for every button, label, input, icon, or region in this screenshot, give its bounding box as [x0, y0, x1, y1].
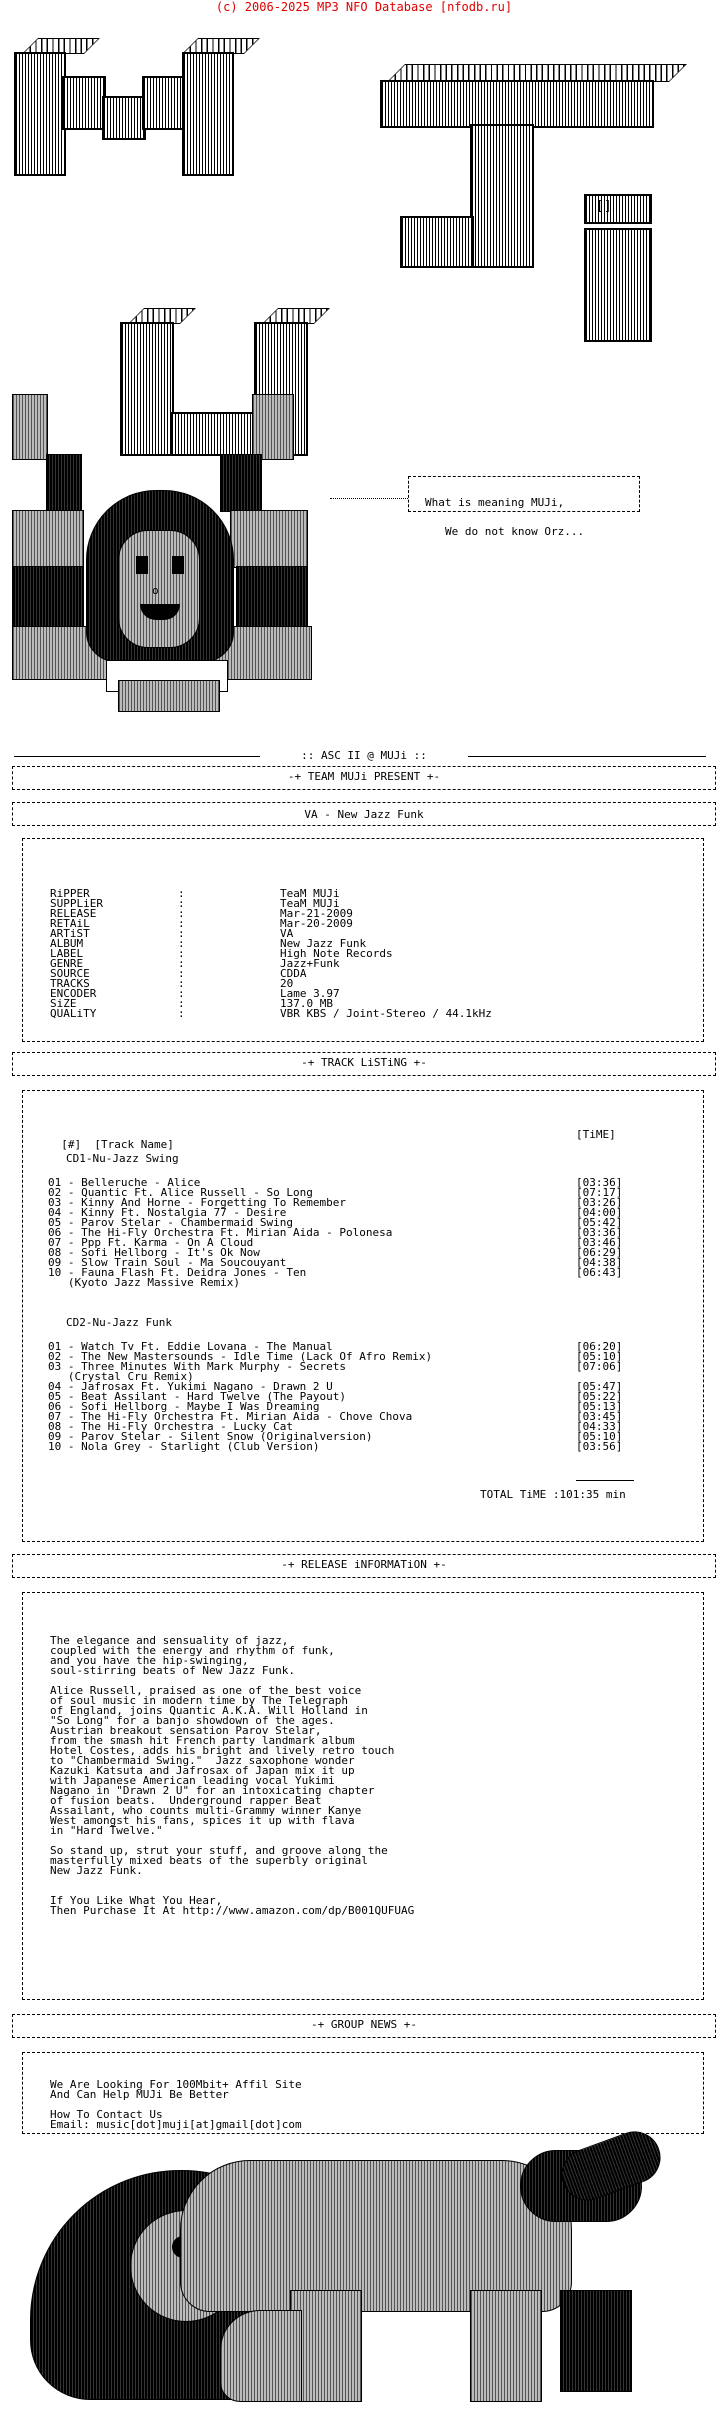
info-value: VBR KBS / Joint-Stereo / 44.1kHz	[280, 1007, 492, 1021]
info-colon: :	[178, 977, 185, 991]
release-text-line: with Japanese American leading vocal Yukimi	[50, 1774, 335, 1787]
info-value: New Jazz Funk	[280, 937, 367, 951]
nose-glyph: o	[152, 584, 159, 597]
info-value: CDDA	[280, 967, 307, 981]
info-label: RELEASE	[50, 907, 97, 921]
track-name: 08 - The Hi-Fly Orchestra - Lucky Cat	[48, 1420, 294, 1433]
info-label: ENCODER	[50, 987, 97, 1001]
info-label: SUPPLiER	[50, 897, 103, 911]
info-row	[50, 899, 690, 909]
release-text-line: of fusion beats. Underground rapper Beat	[50, 1794, 322, 1807]
info-colon: :	[178, 1007, 185, 1021]
total-time-rule	[576, 1480, 634, 1481]
track-duration: [03:26]	[576, 1196, 623, 1209]
release-text-line: of soul music in modern time by The Telegraph	[50, 1694, 349, 1707]
track-name: 06 - Sofi Hellborg - Maybe I Was Dreaming	[48, 1400, 320, 1413]
info-colon: :	[178, 987, 185, 1001]
site-credit[interactable]: (c) 2006-2025 MP3 NFO Database [nfodb.ru]	[215, 0, 513, 14]
track-duration: [04:33]	[576, 1420, 623, 1433]
total-time: TOTAL TiME :101:35 min	[480, 1488, 626, 1501]
quote-box	[408, 476, 640, 538]
news-text-line: We Are Looking For 100Mbit+ Affil Site	[50, 2078, 302, 2091]
group-news-title: -+ GROUP NEWS +-	[270, 2020, 458, 2030]
release-text-line: masterfully mixed beats of the superbly original	[50, 1854, 368, 1867]
release-text-line: to "Chambermaid Swing." Jazz saxophone wonder	[50, 1754, 355, 1767]
track-name: 05 - Parov Stelar - Chambermaid Swing	[48, 1216, 294, 1229]
track-duration: [03:46]	[576, 1236, 623, 1249]
cd1-tracklist	[48, 1178, 648, 1288]
track-name: 09 - Slow Train Soul - Ma Soucouyant	[48, 1256, 287, 1269]
release-text-line: The elegance and sensuality of jazz,	[50, 1634, 289, 1647]
info-label: ALBUM	[50, 937, 84, 951]
track-name: 02 - The New Mastersounds - Idle Time (Lack Of Afro Remix)	[48, 1350, 433, 1363]
info-label: ARTiST	[50, 927, 90, 941]
track-duration: [05:47]	[576, 1380, 623, 1393]
cd2-tracklist	[48, 1342, 648, 1452]
track-name: 03 - Three Minutes With Mark Murphy - Secrets	[48, 1360, 347, 1373]
track-name: 06 - The Hi-Fly Orchestra Ft. Mirian Aida - Polonesa	[48, 1226, 393, 1239]
release-text-line: "So Long" for a banjo showdown of the ages.	[50, 1714, 335, 1727]
track-duration: [07:06]	[576, 1360, 623, 1373]
release-text-line: Austrian breakout sensation Parov Stelar,	[50, 1724, 322, 1737]
track-name: 03 - Kinny And Horne - Forgetting To Remember	[48, 1196, 347, 1209]
quote-line-2: We do not know Orz...	[445, 524, 585, 538]
present-title: -+ TEAM MUJi PRESENT +-	[240, 772, 488, 782]
info-value: Jazz+Funk	[280, 957, 340, 971]
info-table	[50, 870, 690, 1029]
track-duration: [03:36]	[576, 1176, 623, 1189]
release-text-line: soul-stirring beats of New Jazz Funk.	[50, 1664, 296, 1677]
info-value: 137.0 MB	[280, 997, 333, 1011]
release-text-line: Hotel Costes, adds his bright and lively retro touch	[50, 1744, 395, 1757]
track-duration: [06:20]	[576, 1340, 623, 1353]
ascii-credit: :: ASC II @ MUJi ::	[260, 751, 468, 761]
track-name: 09 - Parov Stelar - Silent Snow (Originalversion)	[48, 1430, 373, 1443]
release-text-line: New Jazz Funk.	[50, 1864, 143, 1877]
info-row	[50, 929, 690, 939]
info-row	[50, 949, 690, 959]
release-text-line: So stand up, strut your stuff, and groove along the	[50, 1844, 388, 1857]
track-duration: [06:43]	[576, 1266, 623, 1279]
release-text-line: of England, joins Quantic A.K.A. Will Holland in	[50, 1704, 368, 1717]
track-name: 05 - Beat Assilant - Hard Twelve (The Payout)	[48, 1390, 347, 1403]
info-colon: :	[178, 967, 185, 981]
release-text-line	[50, 1876, 670, 1886]
track-name: 07 - The Hi-Fly Orchestra Ft. Mirian Aida - Chove Chova	[48, 1410, 413, 1423]
track-name: 02 - Quantic Ft. Alice Russell - So Long	[48, 1186, 313, 1199]
info-colon: :	[178, 927, 185, 941]
info-value: Mar-21-2009	[280, 907, 353, 921]
info-value: TeaM MUJi	[280, 897, 340, 911]
info-colon: :	[178, 957, 185, 971]
info-label: RETAiL	[50, 917, 90, 931]
info-label: GENRE	[50, 957, 84, 971]
track-row	[48, 1442, 648, 1452]
release-text-line: coupled with the energy and rhythm of funk,	[50, 1644, 335, 1657]
info-value: TeaM MUJi	[280, 887, 340, 901]
release-text-line: and you have the hip-swinging,	[50, 1654, 249, 1667]
news-text-line: How To Contact Us	[50, 2108, 163, 2121]
track-duration: [05:10]	[576, 1350, 623, 1363]
release-text-line: West amongst his fans, spices it up with flava	[50, 1814, 355, 1827]
info-value: 20	[280, 977, 294, 991]
info-colon: :	[178, 897, 185, 911]
info-row	[50, 959, 690, 969]
news-text-line: Email: music[dot]muji[at]gmail[dot]com	[50, 2118, 302, 2131]
cd2-title: CD2-Nu-Jazz Funk	[66, 1316, 172, 1329]
track-duration: [05:22]	[576, 1390, 623, 1403]
track-col-header: [#] [Track Name]	[61, 1137, 174, 1151]
info-colon: :	[178, 887, 185, 901]
track-name: 07 - Ppp Ft. Karma - On A Cloud	[48, 1236, 254, 1249]
info-colon: :	[178, 917, 185, 931]
release-info-title: -+ RELEASE iNFORMATiON +-	[230, 1560, 498, 1570]
track-listing-title: -+ TRACK LiSTiNG +-	[250, 1058, 478, 1068]
group-news-text	[50, 2080, 670, 2130]
elephant-art	[0, 2140, 728, 2412]
release-text-line: Assailant, who counts multi-Grammy winner Kanye	[50, 1804, 362, 1817]
info-colon: :	[178, 907, 185, 921]
info-colon: :	[178, 937, 185, 951]
track-name: (Kyoto Jazz Massive Remix)	[48, 1276, 241, 1289]
release-text-line: from the smash hit French party landmark album	[50, 1734, 355, 1747]
cd1-title: CD1-Nu-Jazz Swing	[66, 1152, 179, 1165]
character-art	[0, 380, 340, 720]
info-colon: :	[178, 997, 185, 1011]
quote-pointer	[330, 498, 408, 499]
track-duration: [03:45]	[576, 1410, 623, 1423]
release-text-line: in "Hard Twelve."	[50, 1824, 163, 1837]
track-name: 01 - Watch Tv Ft. Eddie Lovana - The Manual	[48, 1340, 333, 1353]
info-value: Mar-20-2009	[280, 917, 353, 931]
news-text-line: And Can Help MUJi Be Better	[50, 2088, 229, 2101]
time-col-header: [TiME]	[576, 1128, 616, 1141]
i-dot-glyph: []	[596, 199, 612, 214]
track-name: (Crystal Cru Remix)	[48, 1370, 194, 1383]
release-text-line: Then Purchase It At http://www.amazon.com/dp/B001QUFUAG	[50, 1904, 415, 1917]
track-name: 10 - Fauna Flash Ft. Deidra Jones - Ten	[48, 1266, 307, 1279]
track-duration: [05:13]	[576, 1400, 623, 1413]
track-row	[48, 1278, 648, 1288]
release-text-line: Nagano in "Drawn 2 U" for an intoxicating chapter	[50, 1784, 375, 1797]
track-duration: [04:38]	[576, 1256, 623, 1269]
track-name: 10 - Nola Grey - Starlight (Club Version)	[48, 1440, 320, 1453]
info-row	[50, 969, 690, 979]
release-info-text	[50, 1636, 670, 1916]
info-value: VA	[280, 927, 294, 941]
track-duration: [03:36]	[576, 1226, 623, 1239]
info-row	[50, 889, 690, 899]
track-name: 01 - Belleruche - Alice	[48, 1176, 201, 1189]
info-row	[50, 1009, 690, 1019]
info-row	[50, 919, 690, 929]
info-value: Lame 3.97	[280, 987, 340, 1001]
info-row	[50, 989, 690, 999]
info-label: TRACKS	[50, 977, 90, 991]
info-row	[50, 909, 690, 919]
track-duration: [06:29]	[576, 1246, 623, 1259]
track-duration: [03:56]	[576, 1440, 623, 1453]
release-title: VA - New Jazz Funk	[260, 810, 468, 820]
track-duration: [04:00]	[576, 1206, 623, 1219]
release-text-line: Kazuki Katsuta and Jafrosax of Japan mix it up	[50, 1764, 355, 1777]
info-label: SiZE	[50, 997, 77, 1011]
track-listing-header-row	[48, 1130, 648, 1149]
track-duration: [05:42]	[576, 1216, 623, 1229]
release-text-line: Alice Russell, praised as one of the best voice	[50, 1684, 362, 1697]
quote-line-1: What is meaning MUJi,	[425, 496, 565, 510]
release-text-line: If You Like What You Hear,	[50, 1894, 223, 1907]
info-colon: :	[178, 947, 185, 961]
info-label: SOURCE	[50, 967, 90, 981]
info-label: LABEL	[50, 947, 84, 961]
info-label: QUALiTY	[50, 1007, 97, 1021]
track-name: 08 - Sofi Hellborg - It's Ok Now	[48, 1246, 260, 1259]
track-duration: [05:10]	[576, 1430, 623, 1443]
info-value: High Note Records	[280, 947, 393, 961]
info-row	[50, 979, 690, 989]
info-label: RiPPER	[50, 887, 90, 901]
track-name: 04 - Kinny Ft. Nostalgia 77 - Desire	[48, 1206, 287, 1219]
track-name: 04 - Jafrosax Ft. Yukimi Nagano - Drawn 2 U	[48, 1380, 333, 1393]
track-duration: [07:17]	[576, 1186, 623, 1199]
